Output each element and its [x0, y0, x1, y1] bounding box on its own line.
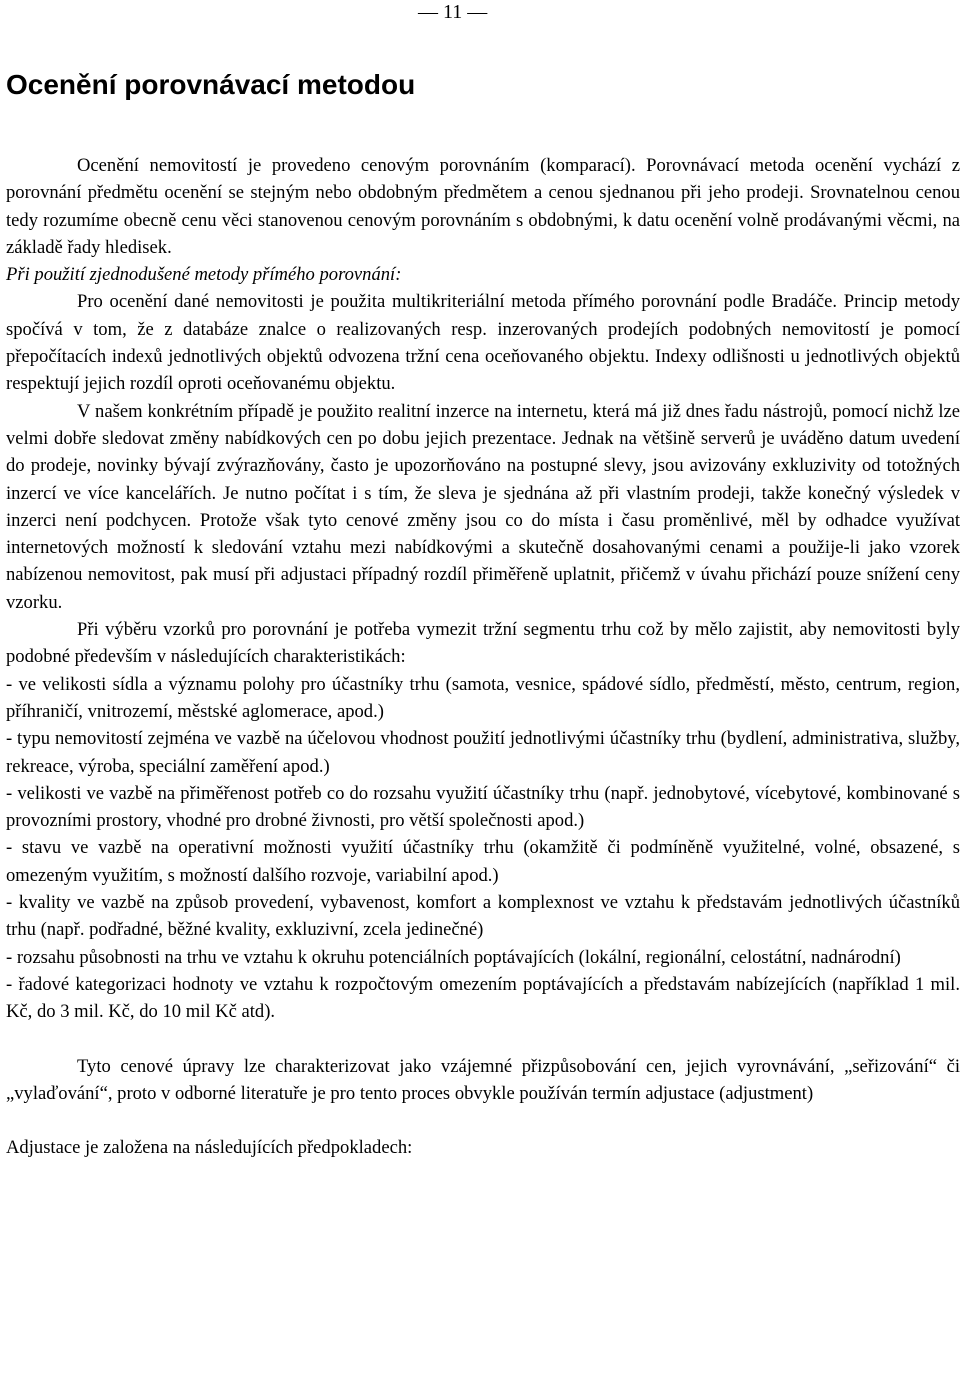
document-body [6, 152, 960, 1161]
method-subheading: Při použití zjednodušené metody přímého porovnání: [6, 264, 402, 286]
list-item: - typu nemovitostí zejména ve vazbě na účelovou vhodnost použití jednotlivými účastníky trhu (bydlení, administrativa, služby, rekreace, výroba, speciální zaměření apod.) [6, 728, 960, 777]
list-item: - velikosti ve vazbě na přiměřenost potřeb co do rozsahu využití účastníky trhu (např. jednobytové, vícebytové, kombinované s provozními prostory, vhodné pro drobné živnosti, pro větší společnosti apod.) [6, 782, 960, 832]
paragraph-spacer [6, 1026, 960, 1053]
list-item: - rozsahu působnosti na trhu ve vztahu k okruhu potenciálních poptávajících (lokální, regionální, celostátní, nadnárodní) [6, 946, 901, 968]
section-heading: Ocenění porovnávací metodou [6, 69, 416, 100]
characteristics-list [6, 671, 960, 1026]
page-number: — 11 — [418, 1, 488, 23]
paragraph-spacer [6, 1107, 960, 1134]
list-item: - řadové kategorizaci hodnoty ve vztahu k rozpočtovým omezením poptávajících a představám nabízejících (například 1 mil. Kč, do 3 mil. Kč, do 10 mil Kč atd). [6, 973, 960, 1023]
list-item: - kvality ve vazbě na způsob provedení, vybavenost, komfort a komplexnost ve vztahu k představám jednotlivých účastníků trhu (např. podřadné, běžné kvality, exkluzivní, zcela jedinečné) [6, 892, 960, 941]
list-item: - ve velikosti sídla a významu polohy pro účastníky trhu (samota, vesnice, spádové sídlo, předměstí, město, centrum, region, příhraničí, vnitrozemí, městské aglomerace, apod.) [6, 673, 960, 722]
adjustment-paragraph: Tyto cenové úpravy lze charakterizovat jako vzájemné přizpůsobování cen, jejich vyrovnávání, „seřizování“ či „vylaďování“, proto v odborné literatuře je pro tento proces obvykle používán termín adjustace (adjustment) [6, 1055, 960, 1104]
list-item: - stavu ve vazbě na operativní možnosti využití účastníky trhu (okamžitě či podmíněně využitelné, volné, obsazené, s omezeným využitím, s možností dalšího rozvoje, variabilní apod.) [6, 837, 960, 886]
intro-paragraph: Ocenění nemovitostí je provedeno cenovým porovnáním (komparací). Porovnávací metoda ocenění vychází z porovnání předmětu ocenění se stejným nebo obdobným předmětem a cenou sjednanou při jeho prodeji. Srovnatelnou cenou tedy rozumíme obecně cenu věci stanovenou cenovým porovnáním s obdobnými, k datu ocenění volně prodávanými věcmi, na základě řady hledisek. [6, 155, 960, 258]
internet-listing-paragraph: V našem konkrétním případě je použito realitní inzerce na internetu, která má již dnes řadu nástrojů, pomocí nichž lze velmi dobře sledovat změny nabídkových cen po dobu jejich prezentace. Jednak na většině serverů je uváděno datum uvedení do prodeje, novinky bývají zvýrazňovány, často je upozorňováno na postupné slevy, jsou avizovány exkluzivity od totožných inzercí ve více kancelářích. Je nutno počítat i s tím, že sleva je sjednána až při vlastním prodeji, takže konečný výsledek v inzerci není podchycen. Protože však tyto cenové změny jsou co do místa i času proměnlivé, měl by odhadce využívat internetových možností k sledování vztahu mezi nabídkovými a skutečně dosahovanými cenami a použije-li jako vzorek nabízenou nemovitost, pak musí při adjustaci případný rozdíl přiměřeně uplatnit, přičemž v úvahu přichází pouze snížení ceny vzorku. [6, 400, 960, 613]
sample-selection-paragraph: Při výběru vzorků pro porovnání je potřeba vymezit tržní segmentu trhu což by mělo zajistit, aby nemovitosti byly podobné především v následujících charakteristikách: [6, 619, 960, 668]
assumptions-intro: Adjustace je založena na následujících předpokladech: [6, 1137, 413, 1159]
method-paragraph: Pro ocenění dané nemovitosti je použita multikriteriální metoda přímého porovnání podle Bradáče. Princip metody spočívá v tom, že z databáze znalce o realizovaných resp. inzerovaných prodejích podobných nemovitostí je pomocí přepočítacích indexů jednotlivých objektů odvozena tržní cena oceňovaného objektu. Indexy odlišnosti u jednotlivých objektů respektují jejich rozdíl oproti oceňovanému objektu. [6, 291, 960, 395]
